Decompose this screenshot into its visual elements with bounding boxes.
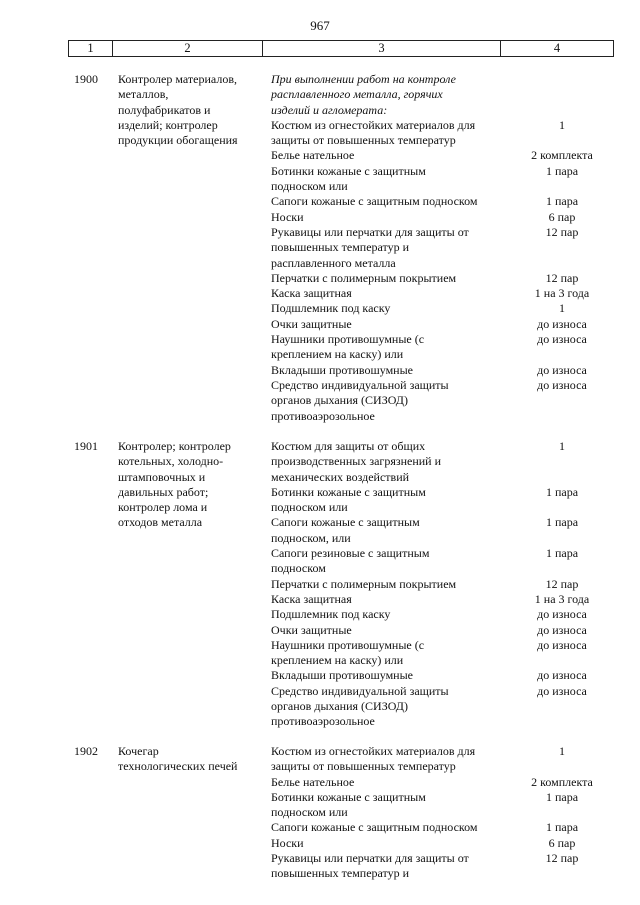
equipment-name-line: Рукавицы или перчатки для защиты от — [271, 224, 469, 239]
equipment-quantity: 1 пара — [545, 546, 579, 561]
equipment-row — [271, 485, 611, 516]
equipment-name — [271, 820, 509, 835]
equipment-name-line: Очки защитные — [271, 316, 352, 331]
equipment-list — [271, 744, 611, 882]
entry-number: 1901 — [74, 439, 98, 453]
equipment-name — [271, 271, 509, 286]
equipment-quantity: 6 пар — [548, 209, 576, 224]
column-header-1: 1 — [69, 41, 113, 56]
equipment-name-line: Носки — [271, 835, 304, 850]
profession-line: полуфабрикатов и — [118, 102, 211, 117]
equipment-name — [271, 378, 509, 424]
equipment-name — [271, 485, 509, 516]
equipment-name-line: противоаэрозольное — [271, 714, 375, 729]
equipment-name-line: органов дыхания (СИЗОД) — [271, 699, 408, 714]
equipment-quantity: до износа — [537, 316, 587, 331]
equipment-quantity: до износа — [537, 377, 587, 392]
equipment-name — [271, 515, 509, 546]
equipment-quantity: 1 — [559, 744, 565, 758]
column-header-4: 4 — [553, 41, 561, 55]
equipment-row — [271, 271, 611, 286]
equipment-name-line: защиты от повышенных температур — [271, 759, 456, 774]
equipment-row — [271, 623, 611, 638]
equipment-row — [271, 301, 611, 316]
equipment-name-line: Наушники противошумные (с — [271, 637, 425, 652]
equipment-row — [271, 148, 611, 163]
equipment-name — [271, 836, 509, 851]
equipment-row — [271, 439, 611, 485]
equipment-name-line: производственных загрязнений и — [271, 454, 442, 469]
equipment-name — [271, 363, 509, 378]
equipment-name — [271, 194, 509, 209]
equipment-quantity: 1 пара — [545, 515, 579, 530]
equipment-name-line: Сапоги кожаные с защитным — [271, 515, 420, 530]
equipment-quantity: до износа — [537, 683, 587, 698]
equipment-name-line: Подшлемник под каску — [271, 301, 391, 316]
profession-line: котельных, холодно- — [118, 454, 224, 469]
equipment-row — [271, 164, 611, 195]
profession — [118, 72, 263, 148]
equipment-name-line: подноском или — [271, 179, 348, 194]
equipment-name — [271, 148, 509, 163]
profession-line: Контролер материалов, — [118, 72, 237, 86]
equipment-list — [271, 439, 611, 730]
equipment-quantity: 12 пар — [545, 576, 579, 591]
equipment-name-line: подноском или — [271, 500, 348, 515]
equipment-quantity: до износа — [537, 362, 587, 377]
equipment-row — [271, 775, 611, 790]
equipment-row — [271, 836, 611, 851]
profession-line: Контролер; контролер — [118, 439, 231, 453]
equipment-quantity: 1 пара — [545, 484, 579, 499]
equipment-name — [271, 668, 509, 683]
equipment-quantity: 1 — [559, 301, 565, 316]
equipment-row — [271, 668, 611, 683]
equipment-name-line: Рукавицы или перчатки для защиты от — [271, 851, 469, 866]
equipment-name-line: Костюм для защиты от общих — [271, 439, 426, 453]
equipment-name-line: Носки — [271, 209, 304, 224]
equipment-name — [271, 301, 509, 316]
equipment-name-line: Сапоги резиновые с защитным — [271, 546, 430, 561]
profession-line: отходов металла — [118, 515, 203, 530]
equipment-name-line: Сапоги кожаные с защитным подноском — [271, 194, 478, 209]
equipment-name-line: противоаэрозольное — [271, 408, 375, 423]
equipment-row — [271, 638, 611, 669]
equipment-quantity: 1 пара — [545, 163, 579, 178]
equipment-quantity: 1 на 3 года — [534, 591, 590, 606]
profession-line: контролер лома и — [118, 500, 208, 515]
equipment-name-line: Ботинки кожаные с защитным — [271, 484, 426, 499]
equipment-name — [271, 317, 509, 332]
equipment-name-line: Костюм из огнестойких материалов для — [271, 744, 476, 758]
equipment-name-line: креплением на каску) или — [271, 653, 404, 668]
equipment-name-line: Средство индивидуальной защиты — [271, 377, 449, 392]
equipment-name-line: Средство индивидуальной защиты — [271, 683, 449, 698]
profession-line: давильных работ; — [118, 484, 209, 499]
equipment-row — [271, 515, 611, 546]
equipment-list — [271, 72, 611, 424]
equipment-name-line: Белье нательное — [271, 148, 355, 163]
equipment-quantity: 1 пара — [545, 194, 579, 209]
equipment-quantity: 12 пар — [545, 224, 579, 239]
equipment-name-line: Каска защитная — [271, 591, 352, 606]
equipment-name — [271, 790, 509, 821]
equipment-row — [271, 332, 611, 363]
equipment-row — [271, 363, 611, 378]
equipment-name-line: механических воздействий — [271, 469, 410, 484]
profession — [118, 744, 263, 775]
equipment-name — [271, 744, 509, 775]
equipment-name — [271, 623, 509, 638]
conditions-note: расплавленного металла, горячих — [271, 87, 443, 102]
equipment-name — [271, 851, 509, 882]
equipment-name — [271, 546, 509, 577]
equipment-quantity: до износа — [537, 668, 587, 683]
conditions-note: изделий и агломерата: — [271, 102, 388, 117]
equipment-name — [271, 607, 509, 622]
equipment-row — [271, 592, 611, 607]
equipment-row — [271, 577, 611, 592]
equipment-quantity: 12 пар — [545, 270, 579, 285]
profession — [118, 439, 263, 531]
profession-line: изделий; контролер — [118, 117, 218, 132]
equipment-row — [271, 317, 611, 332]
equipment-row — [271, 210, 611, 225]
equipment-row — [271, 378, 611, 424]
profession-line: продукции обогащения — [118, 133, 238, 148]
equipment-row — [271, 546, 611, 577]
page-number: 967 — [310, 18, 330, 33]
equipment-row — [271, 118, 611, 149]
equipment-name — [271, 286, 509, 301]
column-header-row — [68, 40, 614, 57]
equipment-row — [271, 851, 611, 882]
column-header-3: 3 — [263, 41, 501, 56]
column-header-2: 2 — [113, 41, 263, 56]
conditions-note: При выполнении работ на контроле — [271, 72, 456, 86]
equipment-quantity: 2 комплекта — [531, 148, 593, 163]
equipment-name-line: Вкладыши противошумные — [271, 362, 413, 377]
entry-number: 1900 — [74, 72, 98, 86]
equipment-name-line: Белье нательное — [271, 774, 355, 789]
equipment-quantity: 1 на 3 года — [534, 286, 590, 301]
equipment-name-line: креплением на каску) или — [271, 347, 404, 362]
equipment-name-line: подноском — [271, 561, 326, 576]
equipment-row — [271, 225, 611, 271]
equipment-name-line: Ботинки кожаные с защитным — [271, 789, 426, 804]
equipment-quantity: до износа — [537, 622, 587, 637]
equipment-quantity: 1 пара — [545, 820, 579, 835]
equipment-name-line: Наушники противошумные (с — [271, 332, 425, 347]
equipment-name-line: Очки защитные — [271, 622, 352, 637]
equipment-name-line: Перчатки с полимерным покрытием — [271, 270, 457, 285]
equipment-name — [271, 210, 509, 225]
equipment-quantity: до износа — [537, 332, 587, 347]
equipment-name-line: повышенных температур и — [271, 866, 410, 881]
equipment-quantity: 1 пара — [545, 789, 579, 804]
equipment-name-line: Сапоги кожаные с защитным подноском — [271, 820, 478, 835]
equipment-name — [271, 577, 509, 592]
equipment-row — [271, 820, 611, 835]
equipment-name-line: расплавленного металла — [271, 255, 396, 270]
equipment-name-line: подноском, или — [271, 530, 351, 545]
equipment-name-line: Костюм из огнестойких материалов для — [271, 117, 476, 132]
equipment-quantity: до износа — [537, 607, 587, 622]
profession-line: Кочегар — [118, 744, 159, 758]
equipment-name-line: Подшлемник под каску — [271, 607, 391, 622]
entry-number: 1902 — [74, 744, 98, 758]
equipment-name-line: повышенных температур и — [271, 240, 410, 255]
equipment-row — [271, 790, 611, 821]
equipment-name — [271, 164, 509, 195]
equipment-quantity: 2 комплекта — [531, 774, 593, 789]
profession-line: штамповочных и — [118, 469, 206, 484]
equipment-name-line: подноском или — [271, 805, 348, 820]
equipment-name — [271, 118, 509, 149]
equipment-name-line: Перчатки с полимерным покрытием — [271, 576, 457, 591]
equipment-quantity: 1 — [559, 117, 565, 132]
equipment-row — [271, 744, 611, 775]
equipment-name — [271, 225, 509, 271]
equipment-name-line: защиты от повышенных температур — [271, 133, 456, 148]
equipment-quantity: 6 пар — [548, 835, 576, 850]
equipment-row — [271, 194, 611, 209]
equipment-quantity: до износа — [537, 637, 587, 652]
equipment-name-line: Вкладыши противошумные — [271, 668, 413, 683]
equipment-name — [271, 638, 509, 669]
equipment-name — [271, 439, 509, 485]
equipment-name-line: органов дыхания (СИЗОД) — [271, 393, 408, 408]
equipment-name-line: Каска защитная — [271, 286, 352, 301]
equipment-row — [271, 607, 611, 622]
equipment-row — [271, 684, 611, 730]
equipment-row — [271, 286, 611, 301]
equipment-name-line: Ботинки кожаные с защитным — [271, 163, 426, 178]
equipment-quantity: 1 — [559, 439, 565, 453]
equipment-quantity: 12 пар — [545, 851, 579, 866]
equipment-name — [271, 332, 509, 363]
equipment-name — [271, 775, 509, 790]
equipment-name — [271, 684, 509, 730]
equipment-name — [271, 592, 509, 607]
profession-line: технологических печей — [118, 759, 238, 774]
profession-line: металлов, — [118, 87, 169, 102]
